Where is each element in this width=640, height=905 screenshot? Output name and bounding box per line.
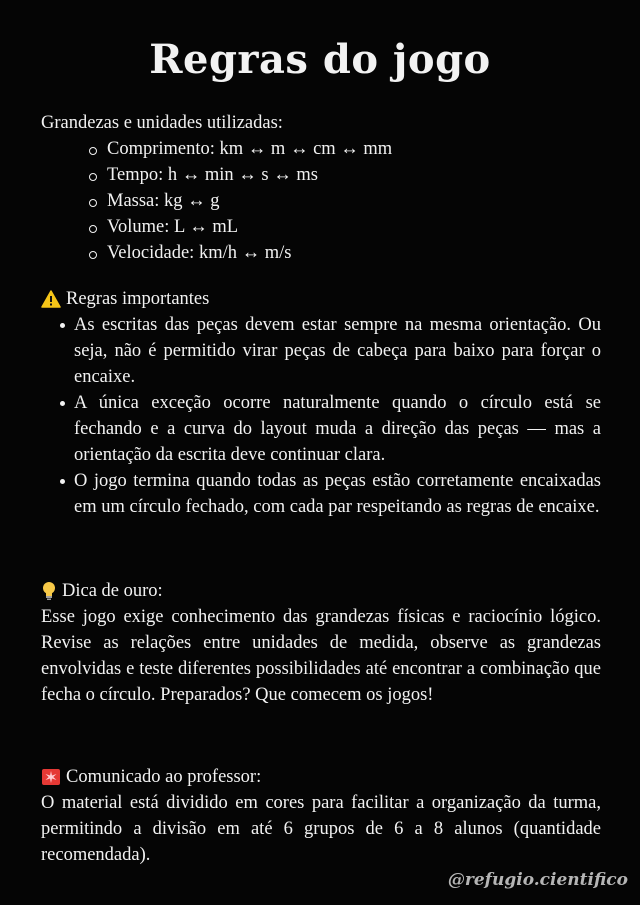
rules-section [41, 286, 601, 520]
tip-heading-row [41, 578, 601, 604]
warning-icon [41, 290, 61, 308]
tip-section [41, 578, 601, 708]
notice-text: O material está dividido em cores para facilitar a organização da turma, permitindo a divisão em até 6 grupos de 6 a 8 alunos (quantidade recomendada). [41, 793, 601, 865]
list-item: Velocidade: km/h ↔ m/s [89, 240, 601, 266]
list-item: Comprimento: km ↔ m ↔ cm ↔ mm [89, 136, 601, 162]
list-item: Tempo: h ↔ min ↔ s ↔ ms [89, 162, 601, 188]
units-list [41, 136, 601, 266]
rules-heading-row [41, 286, 601, 312]
rules-heading: Regras importantes [66, 289, 210, 309]
list-item: O jogo termina quando todas as peças estão corretamente encaixadas em um círculo fechado, com cada par respeitando as regras de encaixe. [74, 468, 601, 520]
rules-list [41, 312, 601, 520]
notice-heading-row [41, 764, 601, 790]
watermark-handle: @refugio.cientifico [447, 870, 628, 890]
siren-icon [41, 768, 61, 786]
units-section [41, 110, 601, 266]
tip-text: Esse jogo exige conhecimento das grandezas físicas e raciocínio lógico. Revise as relações entre unidades de medida, observe as grandezas envolvidas e teste diferentes possibilidades até encontrar a combinação que fecha o círculo. Preparados? Que comecem os jogos! [41, 607, 601, 705]
list-item: Massa: kg ↔ g [89, 188, 601, 214]
notice-heading: Comunicado ao professor: [66, 767, 262, 787]
page-title: Regras do jogo [149, 36, 491, 83]
list-item: As escritas das peças devem estar sempre na mesma orientação. Ou seja, não é permitido virar peças de cabeça para baixo para forçar o encaixe. [74, 312, 601, 390]
list-item: Volume: L ↔ mL [89, 214, 601, 240]
notice-section [41, 764, 601, 868]
units-heading: Grandezas e unidades utilizadas: [41, 113, 283, 133]
tip-heading: Dica de ouro: [62, 581, 163, 601]
list-item: A única exceção ocorre naturalmente quando o círculo está se fechando e a curva do layout muda a direção das peças — mas a orientação da escrita deve continuar clara. [74, 390, 601, 468]
lightbulb-icon [41, 581, 57, 601]
